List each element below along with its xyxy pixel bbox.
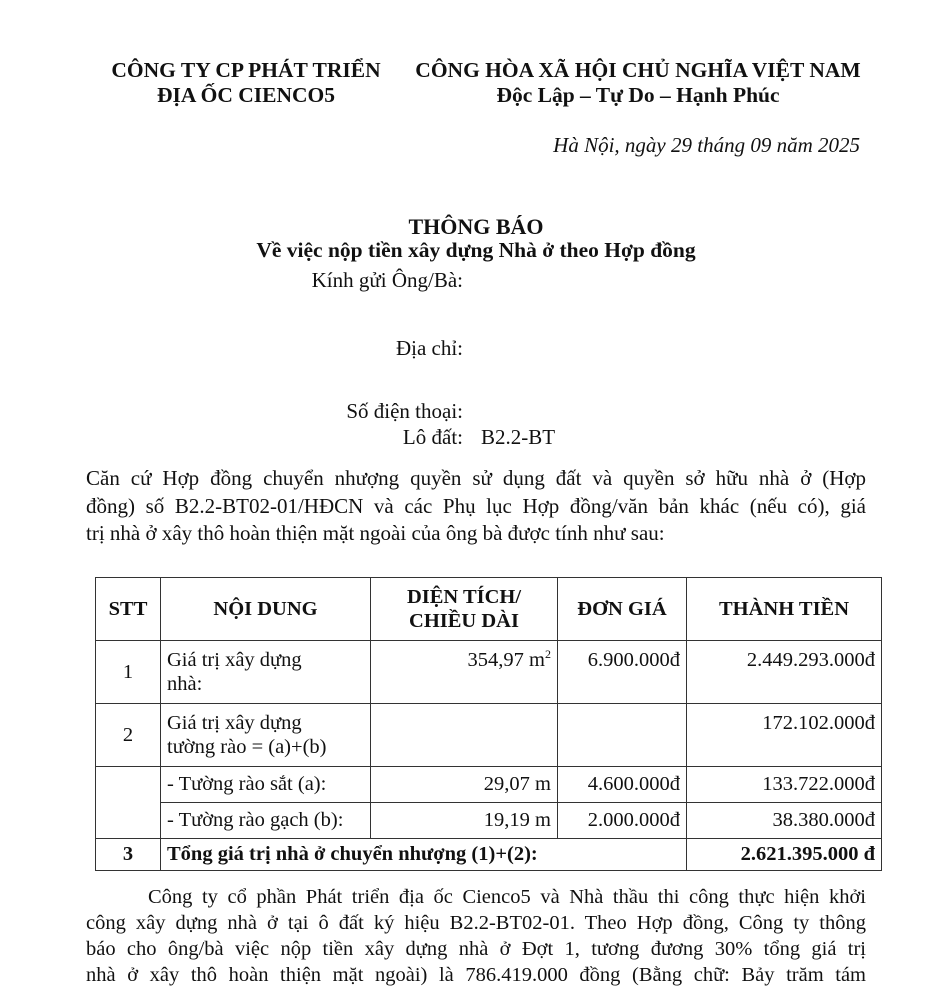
cell-content	[161, 641, 371, 704]
cell-amount: 133.722.000đ	[687, 767, 882, 803]
closing-line-text: Công ty cổ phần Phát triển địa ốc Cienco5 và Nhà thầu thi công thực hiện khởi	[148, 886, 866, 908]
national-motto	[408, 58, 868, 108]
intro-paragraph	[86, 465, 866, 548]
date-place: Hà Nội, ngày 29 tháng 09 năm 2025	[553, 133, 860, 157]
address-label: Địa chỉ:	[395, 336, 463, 360]
lot-label: Lô đất:	[402, 425, 463, 449]
header-content: NỘI DUNG	[161, 578, 371, 641]
cell-content-line2: tường rào = (a)+(b)	[167, 736, 327, 758]
cell-area	[371, 704, 558, 767]
table-header-row	[96, 578, 882, 641]
recipient-label: Kính gửi Ông/Bà:	[311, 268, 463, 292]
cell-area: 19,19 m	[371, 803, 558, 839]
cell-stt: 1	[96, 641, 161, 704]
total-label: Tổng giá trị nhà ở chuyển nhượng (1)+(2):	[161, 839, 687, 871]
national-slogan: Độc Lập – Tự Do – Hạnh Phúc	[496, 83, 780, 107]
cell-content-line2: nhà:	[167, 673, 203, 695]
cell-unit-price	[558, 704, 687, 767]
header-area	[371, 578, 558, 641]
document-subject: Về việc nộp tiền xây dựng Nhà ở theo Hợp đồng	[256, 238, 696, 262]
lot-value: B2.2-BT	[481, 425, 556, 449]
company-name-line2: ĐỊA ỐC CIENCO5	[157, 83, 335, 107]
table-row	[96, 704, 882, 767]
cell-amount: 2.449.293.000đ	[687, 641, 882, 704]
intro-line: trị nhà ở xây thô hoàn thiện mặt ngoài của ông bà được tính như sau:	[86, 521, 665, 545]
table-row	[96, 767, 882, 803]
total-stt: 3	[96, 839, 161, 871]
intro-line: Căn cứ Hợp đồng chuyển nhượng quyền sử dụng đất và quyền sở hữu nhà ở (Hợp	[86, 466, 866, 490]
closing-line	[86, 884, 866, 910]
cell-stt	[96, 767, 161, 839]
cell-unit-price: 6.900.000đ	[558, 641, 687, 704]
header-area-line1: DIỆN TÍCH/	[406, 586, 522, 608]
cell-area-value: 354,97 m	[467, 649, 545, 671]
header-unit-price: ĐƠN GIÁ	[558, 578, 687, 641]
cell-amount: 38.380.000đ	[687, 803, 882, 839]
cell-stt: 2	[96, 704, 161, 767]
header-stt: STT	[96, 578, 161, 641]
table-row	[96, 641, 882, 704]
national-title: CÔNG HÒA XÃ HỘI CHỦ NGHĨA VIỆT NAM	[415, 58, 861, 82]
company-name	[96, 58, 396, 108]
document-title: THÔNG BÁO	[408, 214, 544, 239]
header-amount: THÀNH TIỀN	[687, 578, 882, 641]
table-total-row	[96, 839, 882, 871]
company-name-line1: CÔNG TY CP PHÁT TRIỂN	[111, 58, 381, 82]
cell-unit-price: 2.000.000đ	[558, 803, 687, 839]
cell-content: - Tường rào sắt (a):	[161, 767, 371, 803]
price-table	[95, 577, 882, 871]
cell-content-line1: Giá trị xây dựng	[167, 649, 302, 671]
cell-area-unit-sup: 2	[545, 647, 551, 662]
phone-label: Số điện thoại:	[346, 399, 463, 423]
closing-line: báo cho ông/bà việc nộp tiền xây dựng nhà ở Đợt 1, tương đương 30% tổng giá trị	[86, 938, 866, 960]
cell-content	[161, 704, 371, 767]
closing-line: công xây dựng nhà ở tại ô đất ký hiệu B2.2-BT02-01. Theo Hợp đồng, Công ty thông	[86, 912, 866, 934]
closing-line: nhà ở xây thô hoàn thiện mặt ngoài) là 786.419.000 đồng (Bằng chữ: Bảy trăm tám	[86, 964, 866, 986]
header-area-line2: CHIỀU DÀI	[409, 610, 519, 632]
cell-unit-price: 4.600.000đ	[558, 767, 687, 803]
intro-line: đồng) số B2.2-BT02-01/HĐCN và các Phụ lục Hợp đồng/văn bản khác (nếu có), giá	[86, 493, 866, 518]
total-amount: 2.621.395.000 đ	[687, 839, 882, 871]
table-row	[96, 803, 882, 839]
closing-paragraph	[86, 884, 866, 988]
cell-amount: 172.102.000đ	[687, 704, 882, 767]
cell-content: - Tường rào gạch (b):	[161, 803, 371, 839]
cell-area	[371, 641, 558, 704]
cell-area: 29,07 m	[371, 767, 558, 803]
cell-content-line1: Giá trị xây dựng	[167, 712, 302, 734]
